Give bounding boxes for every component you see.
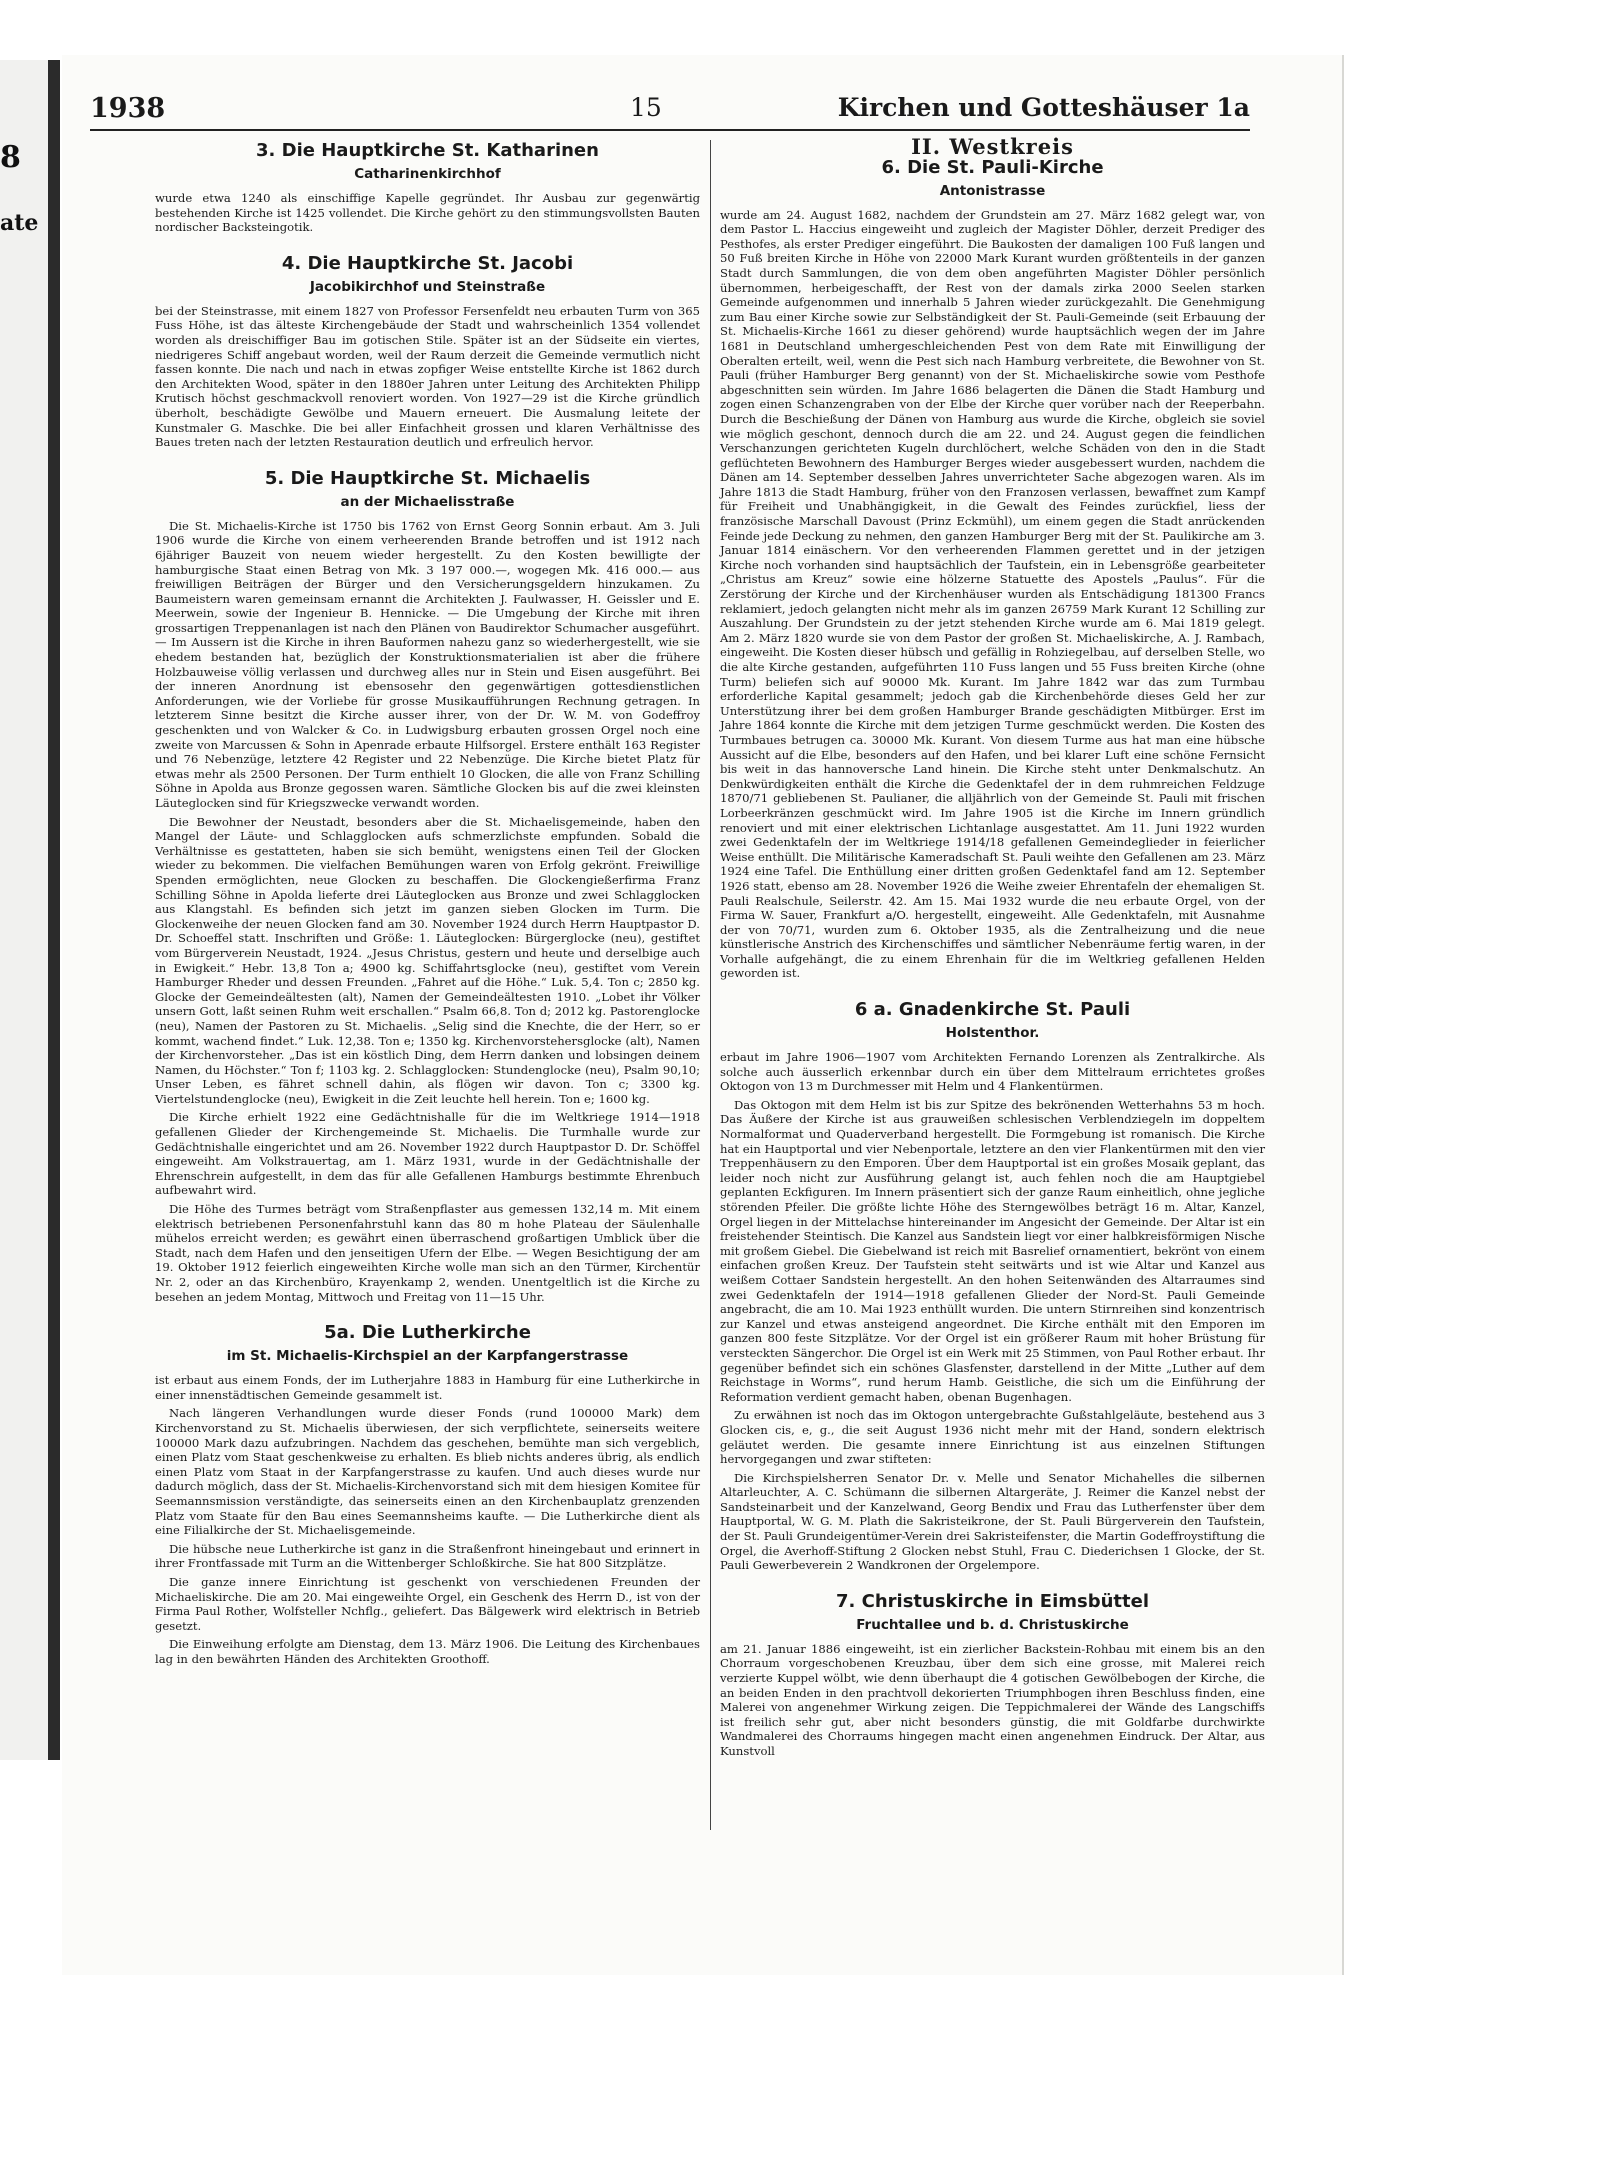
paragraph: Die Bewohner der Neustadt, besonders aber die St. Michaelisgemeinde, haben den Mangel der Läute- und Schlagglocken aufs schmerzlichste empfunden. Sobald die Verhältnisse es gestatteten, haben sie sich bemüht, wenigstens einen Teil der Glocken wieder zu bekommen. Die vielfachen Bemühungen waren von Erfolg gekrönt. Freiwillige Spenden ermöglichten, neue Glocken zu beschaffen. Die Glockengießerfirma Franz Schilling Söhne in Apolda lieferte drei Läuteglocken aus Bronze und zwei Schlagglocken aus Klangstahl. Es befinden sich jetzt im ganzen sieben Glocken im Turm. Die Glockenweihe der neuen Glocken fand am 30. November 1924 durch Herrn Hauptpastor D. Dr. Schoeffel statt. Inschriften und Größe: 1. Läuteglocken: Bürgerglocke (neu), gestiftet vom Bürgerverein Neustadt, 1924. „Jesus Christus, gestern und heute und derselbige auch in Ewigkeit.“ Hebr. 13,8 Ton a; 4900 kg. Schiffahrtsglocke (neu), gestiftet vom Verein Hamburger Rheder und dessen Freunden. „Fahret auf die Höhe.“ Luk. 5,4. Ton c; 2850 kg. Glocke der Gemeindeältesten (alt), Namen der Gemeindeältesten 1910. „Lobet ihr Völker unsern Gott, laßt seinen Ruhm weit erschallen.“ Psalm 66,8. Ton d; 2012 kg. Pastorenglocke (neu), Namen der Pastoren zu St. Michaelis. „Selig sind die Knechte, die der Herr, so er kommt, wachend findet.“ Luk. 12,38. Ton e; 1350 kg. Kirchenvorstehersglocke (alt), Namen der Kirchenvorsteher. „Das ist ein köstlich Ding, dem Herrn danken und lobsingen deinem Namen, du Höchster.“ Ton f; 1103 kg. 2. Schlagglocken: Stundenglocke (neu), Psalm 90,10; Unser Leben, es fähret schnell dahin, als flögen wir davon. Ton c; 3300 kg. Viertelstundenglocke (neu), Ewigkeit in die Zeit leuchte hell herein. Ton e; 1600 kg. (155, 814, 700, 1106)
section-subheading: im St. Michaelis-Kirchspiel an der Karpfangerstrasse (226, 1348, 629, 1365)
region-heading: II. Westkreis (911, 134, 1074, 159)
paragraph: am 21. Januar 1886 eingeweiht, ist ein zierlicher Backstein-Rohbau mit einem bis an den Chorraum vorgeschobenen Kreuzbau, über dem sich eine grosse, mit Malerei reich verzierte Kuppel wölbt, wie denn überhaupt die 4 gotischen Gewölbebogen der Kirche, die an beiden Enden in den prachtvoll dekorierten Triumphbogen ihren Beschluss finden, eine Malerei von angenehmer Wirkung zeigen. Die Teppichmalerei der Wände des Langschiffs ist freilich sehr gut, aber nicht besonders günstig, die mit Goldfarbe durchwirkte Wandmalerei des Chorraums hingegen macht einen angenehmen Eindruck. Der Altar, aus Kunstvoll (720, 1641, 1265, 1758)
previous-page-mark: 8 (0, 140, 21, 175)
section-heading: 5. Die Hauptkirche St. Michaelis (264, 467, 591, 489)
column-divider (710, 140, 711, 1830)
section-subheading: Jacobikirchhof und Steinstraße (309, 278, 546, 295)
paragraph: Nach längeren Verhandlungen wurde dieser Fonds (rund 100000 Mark) dem Kirchenvorstand zu St. Michaelis überwiesen, der sich verpflichtete, seinerseits weitere 100000 Mark dazu aufzubringen. Nachdem das geschehen, bemühte man sich vergeblich, einen Platz vom Staat geschenkweise zu erhalten. Es blieb nichts anderes übrig, als endlich einen Platz vom Staat in der Karpfangerstrasse zu kaufen. Und auch dieses wurde nur dadurch möglich, dass der St. Michaelis-Kirchenvorstand sich mit dem hiesigen Komitee für Seemannsmission verständigte, das seinerseits einen an den Kirchenbauplatz grenzenden Platz vom Staate für den Bau eines Seemannsheims kaufte. — Die Lutherkirche dient als eine Filialkirche der St. Michaelisgemeinde. (155, 1406, 700, 1538)
section-heading: 3. Die Hauptkirche St. Katharinen (256, 140, 599, 161)
header-title: Kirchen und Gotteshäuser 1a (837, 93, 1250, 122)
previous-page-word: ate (0, 210, 39, 236)
header-year: 1938 (90, 93, 166, 124)
paragraph: wurde am 24. August 1682, nachdem der Grundstein am 27. März 1682 gelegt war, von dem Pastor L. Haccius eingeweiht und zugleich der Magister Döhler, derzeit Prediger des Pesthofes, als erster Prediger eingeführt. Die Baukosten der damaligen 100 Fuß langen und 50 Fuß breiten Kirche in Höhe von 22000 Mark Kurant wurden größtenteils in der ganzen Stadt durch Sammlungen, die von dem oben angeführten Magister Döhler persönlich übernommen, herbeigeschafft, der Rest von der damals zirka 2000 Seelen starken Gemeinde aufgenommen und innerhalb 5 Jahren wieder zurückgezahlt. Die Genehmigung zum Bau einer Kirche sowie zur Selbständigkeit der St. Pauli-Gemeinde (seit Erbauung der St. Michaelis-Kirche 1661 zu dieser gehörend) wurde hauptsächlich wegen der im Jahre 1681 in Deutschland umhergeschleichenden Pest von dem Rate mit Einwilligung der Oberalten erteilt, weil, wenn die Pest sich nach Hamburg verbreitete, die Bewohner von St. Pauli (früher Hamburger Berg genannt) von der St. Michaeliskirche sowie vom Pesthofe abgeschnitten sein würden. Im Jahre 1686 belagerten die Dänen die Stadt Hamburg und zogen einen Schanzengraben von der Elbe der Kirche quer vorüber nach der Reeperbahn. Durch die Beschießung der Dänen von Hamburg aus wurde die Kirche, obgleich sie soviel wie möglich geschont, dennoch durch die am 22. und 24. August gegen die feindlichen Verschanzungen gerichteten Kugeln durchlöchert, welche Schäden von den in die Stadt geflüchteten Bewohnern des Hamburger Berges wieder ausgebessert wurden, nachdem die Dänen am 14. September desselben Jahres unverrichteter Sache abgezogen waren. Als im Jahre 1813 die Stadt Hamburg, früher von den Franzosen verlassen, bewaffnet zum Kampf für Freiheit und Unabhängigkeit, in die Gewalt des Feindes zurückfiel, liess der französische Marschall Davoust (Prinz Eckmühl), um einem gegen die Stadt anrückenden Feinde jede Deckung zu nehmen, den ganzen Hamburger Berg mit der St. Paulikirche am 3. Januar 1814 einäschern. Vor den verheerenden Flammen gerettet und in der jetzigen Kirche noch vorhanden sind hauptsächlich der Taufstein, ein in Lebensgröße gearbeiteter „Christus am Kreuz“ sowie eine hölzerne Statuette des Apostels „Paulus“. Für die Zerstörung der Kirche und der Kirchenhäuser wurden als Entschädigung 181300 Francs reklamiert, jedoch gelangten nicht mehr als im ganzen 26759 Mark Kurant 12 Schilling zur Auszahlung. Der Grundstein zu der jetzt stehenden Kirche wurde am 6. Mai 1819 gelegt. Am 2. März 1820 wurde sie von dem Pastor der großen St. Michaeliskirche, A. J. Rambach, eingeweiht. Die Kosten dieser hübsch und gefällig in Rohziegelbau, auf derselben Stelle, wo die alte Kirche gestanden, aufgeführten 110 Fuss langen und 55 Fuss breiten Kirche (ohne Turm) beliefen sich auf 90000 Mk. Kurant. Im Jahre 1842 war das zum Turmbau erforderliche Kapital gesammelt; jedoch gab die Kirchenbehörde dieses Geld her zur Unterstützung ihrer bei dem großen Hamburger Brande geschädigten Mitbürger. Erst im Jahre 1864 konnte die Kirche mit dem jetzigen Turme geschmückt werden. Die Kosten des Turmbaues betrugen ca. 30000 Mk. Kurant. Von diesem Turme aus hat man eine hübsche Aussicht auf die Elbe, besonders auf den Hafen, und bei klarer Luft eine schöne Fernsicht bis weit in das hannoversche Land hinein. Die Kirche steht unter Denkmalschutz. An Denkwürdigkeiten enthält die Kirche die Gedenktafel der in dem ruhmreichen Feldzuge 1870/71 gebliebenen St. Paulianer, die alljährlich von der Gemeinde St. Pauli mit frischen Lorbeerkränzen geschmückt wird. Im Jahre 1905 ist die Kirche im Innern gründlich renoviert und mit einer elektrischen Lichtanlage ausgestattet. Am 11. Juni 1922 wurden zwei Gedenktafeln der im Weltkriege 1914/18 gefallenen Gemeindeglieder in feierlicher Weise enthüllt. Die Militärische Kameradschaft St. Pauli weihte den Gefallenen am 23. März 1924 eine Tafel. Die Enthüllung einer dritten großen Gedenktafel fand am 12. September 1926 statt, ebenso am 28. November 1926 die Weihe zweier Ehrentafeln der ehemaligen St. Pauli Realschule, Seilerstr. 42. Am 15. Mai 1932 wurde die neu erbaute Orgel, von der Firma W. Sauer, Frankfurt a/O. hergestellt, eingeweiht. Alle Gedenktafeln, mit Ausnahme der von 70/71, wurden zum 6. Oktober 1935, als die Zentralheizung und die neue künstlerische Anstrich des Kirchenschiffes und sämtlicher Nebenräume fertig waren, in der Vorhalle aufgehängt, die zu einem Ehrenhain für die im Weltkrieg gefallenen Helden geworden ist. (720, 207, 1265, 981)
paragraph: Die Einweihung erfolgte am Dienstag, dem 13. März 1906. Die Leitung des Kirchenbaues lag in den bewährten Händen des Architekten Groothoff. (155, 1637, 700, 1666)
paragraph: Zu erwähnen ist noch das im Oktogon untergebrachte Gußstahlgeläute, bestehend aus 3 Glocken cis, e, g., die seit August 1936 nicht mehr mit der Hand, sondern elektrisch geläutet werden. Die gesamte innere Einrichtung ist aus einzelnen Stiftungen hervorgegangen und zwar stifteten: (720, 1408, 1265, 1467)
paragraph: Das Oktogon mit dem Helm ist bis zur Spitze des bekrönenden Wetterhahns 53 m hoch. Das Äußere der Kirche ist aus grauweißen schlesischen Verblendziegeln im doppeltem Normalformat und Quaderverband hergestellt. Die Formgebung ist romanisch. Die Kirche hat ein Hauptportal und vier Nebenportale, letztere an den vier Flankentürmen mit den vier Treppenhäusern zu den Emporen. Über dem Hauptportal ist ein großes Mosaik geplant, das leider noch nicht zur Ausführung gelangt ist, auch fehlen noch die am Hauptgiebel geplanten Eckfiguren. Im Innern präsentiert sich der ganze Raum einheitlich, ohne jegliche störenden Pfeiler. Die größte lichte Höhe des Sterngewölbes beträgt 16 m. Altar, Kanzel, Orgel liegen in der Mittelachse hintereinander im Angesicht der Gemeinde. Der Altar ist ein freistehender Steintisch. Die Kanzel aus Sandstein liegt vor einer halbkreisförmigen Nische mit großem Giebel. Die Giebelwand ist reich mit Basrelief ornamentiert, bekrönt von einem einfachen großen Kreuz. Der Taufstein steht seitwärts und ist wie Altar und Kanzel aus weißem Cottaer Sandstein hergestellt. An den hohen Seitenwänden des Altarraumes sind zwei Gedenktafeln der 1914—1918 gefallenen Glieder der Nord-St. Pauli Gemeinde angebracht, die am 10. Mai 1923 enthüllt wurden. Die untern Stirnreihen sind konzentrisch zur Kanzel und etwas ansteigend angeordnet. Die Kirche enthält mit den Emporen im ganzen 800 feste Sitzplätze. Vor der Orgel ist ein größerer Raum mit hoher Brüstung für versteckten Sängerchor. Die Orgel ist ein Werk mit 25 Stimmen, von Paul Rother erbaut. Ihr gegenüber befindet sich ein schönes Glasfenster, darstellend in der Mitte „Luther auf dem Reichstage in Worms“, rund herum Hamb. Geistliche, die sich um die Einführung der Reformation verdient gemacht haben, obenan Bugenhagen. (720, 1097, 1265, 1404)
section-subheading: Antonistrasse (939, 182, 1046, 199)
section-heading: 6 a. Gnadenkirche St. Pauli (854, 999, 1131, 1021)
section-heading: 7. Christuskirche in Eimsbüttel (836, 1590, 1149, 1612)
section-subheading: Fruchtallee und b. d. Christuskirche (856, 1616, 1129, 1633)
paragraph: Die ganze innere Einrichtung ist geschenkt von verschiedenen Freunden der Michaeliskirche. Die am 20. Mai eingeweihte Orgel, ein Geschenk des Herrn D., ist von der Firma Paul Rother, Wolfsteller Nchflg., geliefert. Das Bälgewerk wird elektrisch in Betrieb gesetzt. (155, 1574, 700, 1633)
paragraph: Die hübsche neue Lutherkirche ist ganz in die Straßenfront hineingebaut und erinnert in ihrer Frontfassade mit Turm an die Wittenberger Schloßkirche. Sie hat 800 Sitzplätze. (155, 1541, 700, 1571)
paragraph: erbaut im Jahre 1906—1907 vom Architekten Fernando Lorenzen als Zentralkirche. Als solche auch äusserlich erkennbar durch ein über dem Mittelraum errichtetes großes Oktogon von 13 m Durchmesser mit Helm und 4 Flankentürmen. (720, 1050, 1265, 1094)
paragraph: Die Kirchspielsherren Senator Dr. v. Melle und Senator Michahelles die silbernen Altarleuchter, A. C. Schümann die silbernen Altargeräte, J. Reimer die Kanzel nebst der Sandsteinarbeit und der Kanzelwand, Georg Bendix und Frau das Lutherfenster über dem Hauptportal, W. G. M. Plath die Sakristeikrone, der St. Pauli Bürgerverein den Taufstein, der St. Pauli Grundeigentümer-Verein drei Sakristeifenster, die Martin Godeffroystiftung die Orgel, die Averhoff-Stiftung 2 Glocken nebst Stuhl, Frau C. Diederichsen 1 Glocke, der St. Pauli Gewerbeverein 2 Wandkronen der Orgelempore. (720, 1470, 1265, 1573)
running-header (90, 93, 1250, 131)
right-column (720, 134, 1265, 1763)
left-column (155, 140, 700, 1670)
section-heading: 6. Die St. Pauli-Kirche (881, 156, 1104, 178)
section-subheading: Holstenthor. (945, 1025, 1040, 1042)
paragraph: Die Kirche erhielt 1922 eine Gedächtnishalle für die im Weltkriege 1914—1918 gefallenen Glieder der Kirchengemeinde St. Michaelis. Die Turmhalle wurde zur Gedächtnishalle eingerichtet und am 26. November 1922 durch Hauptpastor D. Dr. Schöffel eingeweiht. Am Volkstrauertag, am 1. März 1931, wurde in der Gedächtnishalle der Ehrenschrein aufgestellt, in dem das für alle Gefallenen Hamburgs bestimmte Ehrenbuch aufbewahrt wird. (155, 1110, 700, 1198)
paragraph: ist erbaut aus einem Fonds, der im Lutherjahre 1883 in Hamburg für eine Lutherkirche in einer innenstädtischen Gemeinde gesammelt ist. (155, 1373, 700, 1402)
page-number: 15 (630, 93, 662, 122)
book-gutter (48, 60, 60, 1760)
section-heading: 5a. Die Lutherkirche (324, 1322, 531, 1344)
section-heading: 4. Die Hauptkirche St. Jacobi (281, 252, 574, 274)
paragraph: wurde etwa 1240 als einschiffige Kapelle gegründet. Ihr Ausbau zur gegenwärtig bestehenden Kirche ist 1425 vollendet. Die Kirche gehört zu den stimmungsvollsten Bauten nordischer Backsteingotik. (155, 191, 700, 235)
paragraph: bei der Steinstrasse, mit einem 1827 von Professor Fersenfeldt neu erbauten Turm von 365 Fuss Höhe, ist das älteste Kirchengebäude der Stadt und wahrscheinlich 1354 vollendet worden als dreischiffiger Bau im gotischen Stile. Später ist an der Südseite ein viertes, niedrigeres Schiff angebaut worden, weil der Raum derzeit die Gemeinde vermutlich nicht fassen konnte. Die nach und nach in etwas zopfiger Weise entstellte Kirche ist 1862 durch den Architekten Wood, später in den 1880er Jahren unter Leitung des Architekten Philipp Krutisch höchst geschmackvoll renoviert worden. Von 1927—29 ist die Kirche gründlich überholt, beschädigte Gewölbe und Mauern erneuert. Die Ausmalung leitete der Kunstmaler G. Maschke. Die bei aller Einfachheit grossen und klaren Verhältnisse des Baues treten nach der letzten Restauration deutlich und erfreulich hervor. (155, 303, 700, 450)
previous-page-strip (0, 60, 60, 1760)
section-subheading: Catharinenkirchhof (354, 166, 501, 182)
paragraph: Die Höhe des Turmes beträgt vom Straßenpflaster aus gemessen 132,14 m. Mit einem elektrisch betriebenen Personenfahrstuhl kann das 80 m hohe Plateau der Säulenhalle mühelos erreicht werden; es gewährt einen überraschend großartigen Umblick über die Stadt, nach dem Hafen und den jenseitigen Ufern der Elbe. — Wegen Besichtigung der am 19. Oktober 1912 feierlich eingeweihten Kirche wolle man sich an den Türmer, Kirchentür Nr. 2, oder an das Kirchenbüro, Krayenkamp 2, wenden. Unentgeltlich ist die Kirche zu besehen an jedem Montag, Mittwoch und Freitag von 11—15 Uhr. (155, 1202, 700, 1304)
paragraph: Die St. Michaelis-Kirche ist 1750 bis 1762 von Ernst Georg Sonnin erbaut. Am 3. Juli 1906 wurde die Kirche von einem verheerenden Brande betroffen und ist 1912 nach 6jähriger Bauzeit von neuem wieder hergestellt. Zu den Kosten bewilligte der hamburgische Staat einen Betrag von Mk. 3 197 000.—, wogegen Mk. 416 000.— aus freiwilligen Beiträgen der Bürger und den Versicherungsgeldern hinzukamen. Zu Baumeistern waren gemeinsam ernannt die Architekten J. Faulwasser, H. Geissler und E. Meerwein, sowie der Ingenieur B. Hennicke. — Die Umgebung der Kirche mit ihren grossartigen Treppenanlagen ist nach den Plänen von Baudirektor Schumacher ausgeführt. — Im Aussern ist die Kirche in ihren Bauformen nahezu ganz so wiederhergestellt, wie sie ehedem bestanden hat, bezüglich der Konstruktionsmaterialien ist aber die frühere Holzbauweise völlig verlassen und durchweg alles nur in Stein und Eisen ausgeführt. Bei der inneren Anordnung ist ebensosehr den gegenwärtigen gottesdienstlichen Anforderungen, wie der Vorliebe für grosse Musikaufführungen Rechnung getragen. In letzterem Sinne besitzt die Kirche ausser ihrer, von der Dr. W. M. von Godeffroy geschenkten und von Walcker & Co. in Ludwigsburg erbauten grossen Orgel noch eine zweite von Marcussen & Sohn in Apenrade erbaute Hilfsorgel. Erstere enthält 163 Register und 76 Nebenzüge, letztere 42 Register und 22 Nebenzüge. Die Kirche bietet Platz für etwas mehr als 2500 Personen. Der Turm enthielt 10 Glocken, die alle von Franz Schilling Söhne in Apolda aus Bronze gegossen waren. Sämtliche Glocken bis auf die zwei kleinsten Läuteglocken sind für Kriegszwecke verwandt worden. (155, 518, 700, 810)
section-subheading: an der Michaelisstraße (340, 493, 515, 510)
